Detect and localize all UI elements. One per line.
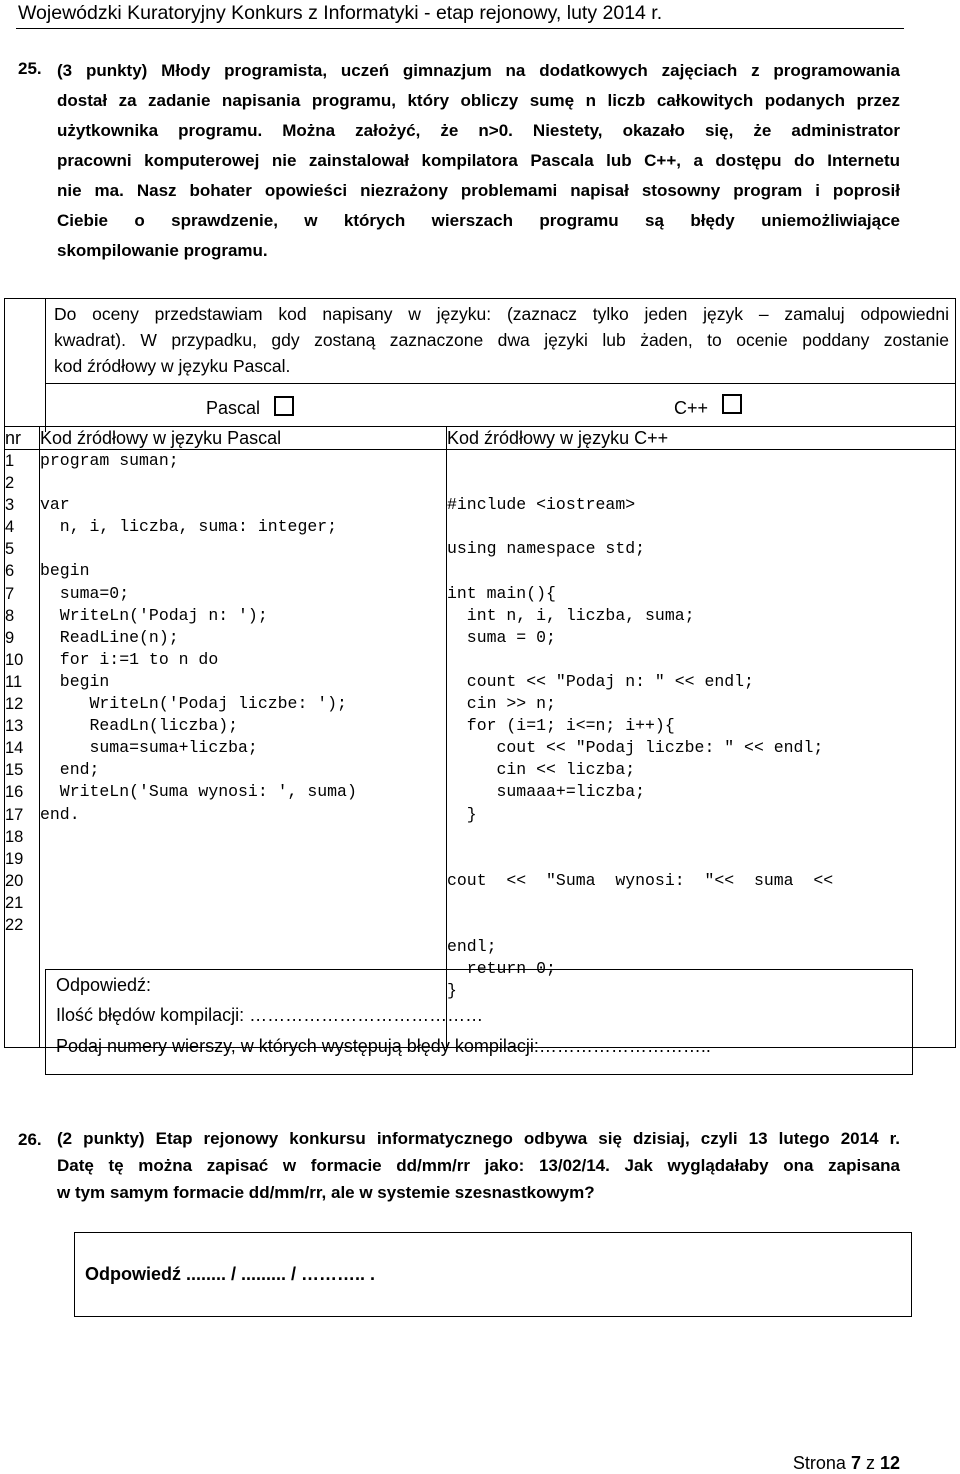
question-25-line: nie ma. Nasz bohater opowieści niezrażony problemami napisał stosowny program i poprosił xyxy=(57,181,900,200)
cpp-code-line-16: cout << "Suma wynosi: "<< suma << xyxy=(447,870,834,890)
page-header: Wojewódzki Kuratoryjny Konkurs z Informatyki - etap rejonowy, luty 2014 r. xyxy=(18,2,663,24)
header-divider xyxy=(16,28,904,29)
page-footer xyxy=(793,1453,900,1474)
column-header-pascal: Kod źródłowy w języku Pascal xyxy=(40,427,447,450)
question-25-text xyxy=(57,56,900,266)
question-25-line: użytkownika programu. Można założyć, że n>0. Niestety, okazało się, że administrator xyxy=(57,121,900,140)
instruction-line: kod źródłowy w języku Pascal. xyxy=(54,356,291,376)
question-26-text xyxy=(57,1125,900,1206)
nr-column-spacer xyxy=(5,299,46,433)
language-label-cpp: C++ xyxy=(674,398,709,418)
instruction-line: Do oceny przedstawiam kod napisany w języku: (zaznacz tylko jeden język – zamaluj odpowiedni xyxy=(54,304,949,324)
answer-26-date[interactable]: Odpowiedź ........ / ......... / ……….. . xyxy=(85,1264,376,1284)
language-label-pascal: Pascal xyxy=(206,398,261,418)
instruction-line: kwadrat). W przypadku, gdy zostaną zaznaczone dwa języki lub żaden, to ocenie poddany zostanie xyxy=(54,330,949,350)
footer-prefix: Strona xyxy=(792,1453,851,1473)
cpp-code-tail: endl; return 0; } xyxy=(447,937,556,1001)
cpp-code: #include <iostream> using namespace std; int main(){ int n, i, liczba, suma; suma = 0; count << "Podaj n: " << endl; cin >> n; for (i=1; i<=n; i++){ cout << "Podaj liczbe: " << endl; cin << liczba; sumaaa+=liczba; } xyxy=(447,495,824,824)
pascal-checkbox[interactable] xyxy=(274,396,294,416)
footer-total-pages: 12 xyxy=(879,1453,900,1473)
answer-title: Odpowiedź: xyxy=(56,975,152,995)
code-listing xyxy=(4,426,956,1048)
question-26-line: Datę tę można zapisać w formacie dd/mm/rr jako: 13/02/14. Jak wyglądałaby ona zapisana xyxy=(57,1156,900,1175)
question-26-line: w tym samym formacie dd/mm/rr, ale w systemie szesnastkowym? xyxy=(57,1183,595,1202)
answer-box-25 xyxy=(45,969,913,1075)
answer-box-26 xyxy=(74,1232,912,1317)
code-table xyxy=(4,298,956,432)
question-26-line: (2 punkty) Etap rejonowy konkursu informatycznego odbywa się dzisiaj, czyli 13 lutego 2014 r. xyxy=(57,1129,900,1148)
cpp-checkbox[interactable] xyxy=(722,394,742,414)
footer-current-page: 7 xyxy=(850,1453,861,1473)
column-header-nr: nr xyxy=(5,427,40,450)
question-25-line: skompilowanie programu. xyxy=(57,241,268,260)
question-25-line: dostał za zadanie napisania programu, który obliczy sumę n liczb całkowitych podanych przez xyxy=(57,91,900,110)
cpp-code-cell xyxy=(447,450,956,1048)
answer-error-count[interactable]: Ilość błędów kompilacji: ………………………………… xyxy=(56,1005,484,1025)
question-25-line: (3 punkty) Młody programista, uczeń gimnazjum na dodatkowych zajęciach z programowania xyxy=(57,61,900,80)
pascal-code: program suman; var n, i, liczba, suma: integer; begin suma=0; WriteLn('Podaj n: '); ReadLine(n); for i:=1 to n do begin WriteLn('Podaj liczbe: '); ReadLn(liczba); suma=suma+liczba; end; WriteLn('Suma wynosi: ', suma) end. xyxy=(40,450,447,1048)
question-25-line: Ciebie o sprawdzenie, w których wierszach programu są błędy uniemożliwiające xyxy=(57,211,900,230)
language-select-cell xyxy=(46,384,956,433)
footer-middle: z xyxy=(860,1453,880,1473)
answer-error-lines[interactable]: Podaj numery wierszy, w których występują błędy kompilacji:……………………….. xyxy=(56,1036,711,1056)
column-header-cpp: Kod źródłowy w języku C++ xyxy=(447,427,956,450)
instruction-cell xyxy=(46,299,956,384)
question-25-number: 25. xyxy=(18,59,42,78)
question-25-line: pracowni komputerowej nie zainstalował kompilatora Pascala lub C++, a dostępu do Internetu xyxy=(57,151,900,170)
question-26-number: 26. xyxy=(18,1130,42,1149)
line-numbers: 1 2 3 4 5 6 7 8 9 10 11 12 13 14 15 16 17 18 19 20 21 22 xyxy=(5,450,40,1048)
